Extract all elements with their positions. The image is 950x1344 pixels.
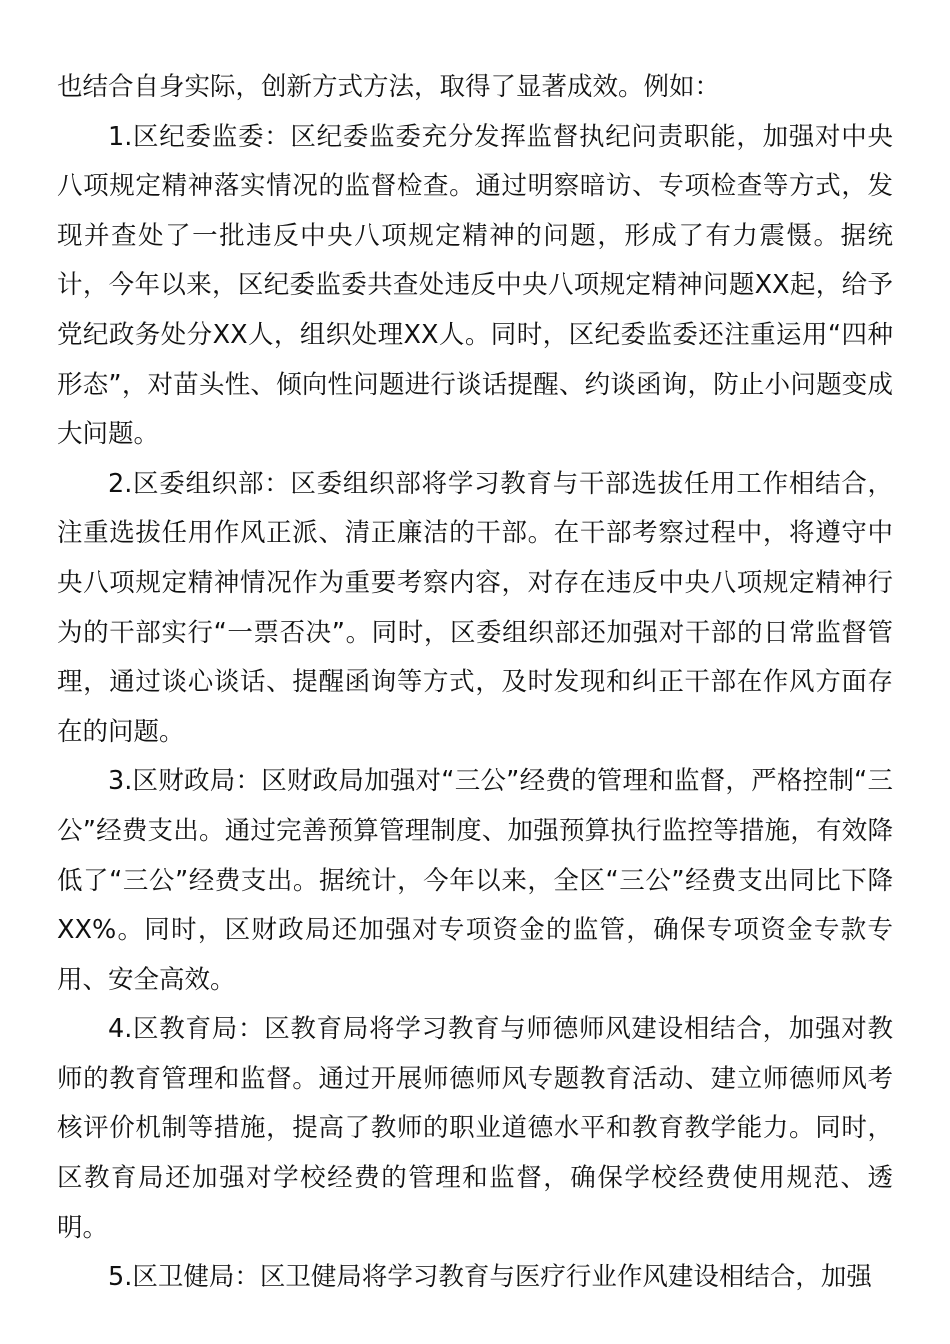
paragraph-education-bureau: 4.区教育局：区教育局将学习教育与师德师风建设相结合，加强对教师的教育管理和监督。通过开展师德师风专题教育活动、建立师德师风考核评价机制等措施，提高了教师的职业道德水平和教育教学能力。同时，区教育局还加强对学校经费的管理和监督，确保学校经费使用规范、透明。: [57, 1014, 893, 1243]
document-page: [57, 63, 893, 1303]
paragraph-finance-bureau: 3.区财政局：区财政局加强对“三公”经费的管理和监督，严格控制“三公”经费支出。通过完善预算管理制度、加强预算执行监控等措施，有效降低了“三公”经费支出。据统计，今年以来，全区“三公”经费支出同比下降XX%。同时，区财政局还加强对专项资金的监管，确保专项资金专款专用、安全高效。: [57, 766, 893, 995]
paragraph-discipline-commission: 1.区纪委监委：区纪委监委充分发挥监督执纪问责职能，加强对中央八项规定精神落实情况的监督检查。通过明察暗访、专项检查等方式，发现并查处了一批违反中央八项规定精神的问题，形成了有力震慑。据统计，今年以来，区纪委监委共查处违反中央八项规定精神问题XX起，给予党纪政务处分XX人，组织处理XX人。同时，区纪委监委还注重运用“四种形态”，对苗头性、倾向性问题进行谈话提醒、约谈函询，防止小问题变成大问题。: [57, 121, 893, 450]
paragraph-intro: 也结合自身实际，创新方式方法，取得了显著成效。例如：: [57, 72, 721, 102]
paragraph-health-bureau: 5.区卫健局：区卫健局将学习教育与医疗行业作风建设相结合，加强: [108, 1262, 872, 1293]
paragraph-organization-department: 2.区委组织部：区委组织部将学习教育与干部选拔任用工作相结合，注重选拔任用作风正派、清正廉洁的干部。在干部考察过程中，将遵守中央八项规定精神情况作为重要考察内容，对存在违反中央八项规定精神行为的干部实行“一票否决”。同时，区委组织部还加强对干部的日常监督管理，通过谈心谈话、提醒函询等方式，及时发现和纠正干部在作风方面存在的问题。: [57, 468, 893, 747]
